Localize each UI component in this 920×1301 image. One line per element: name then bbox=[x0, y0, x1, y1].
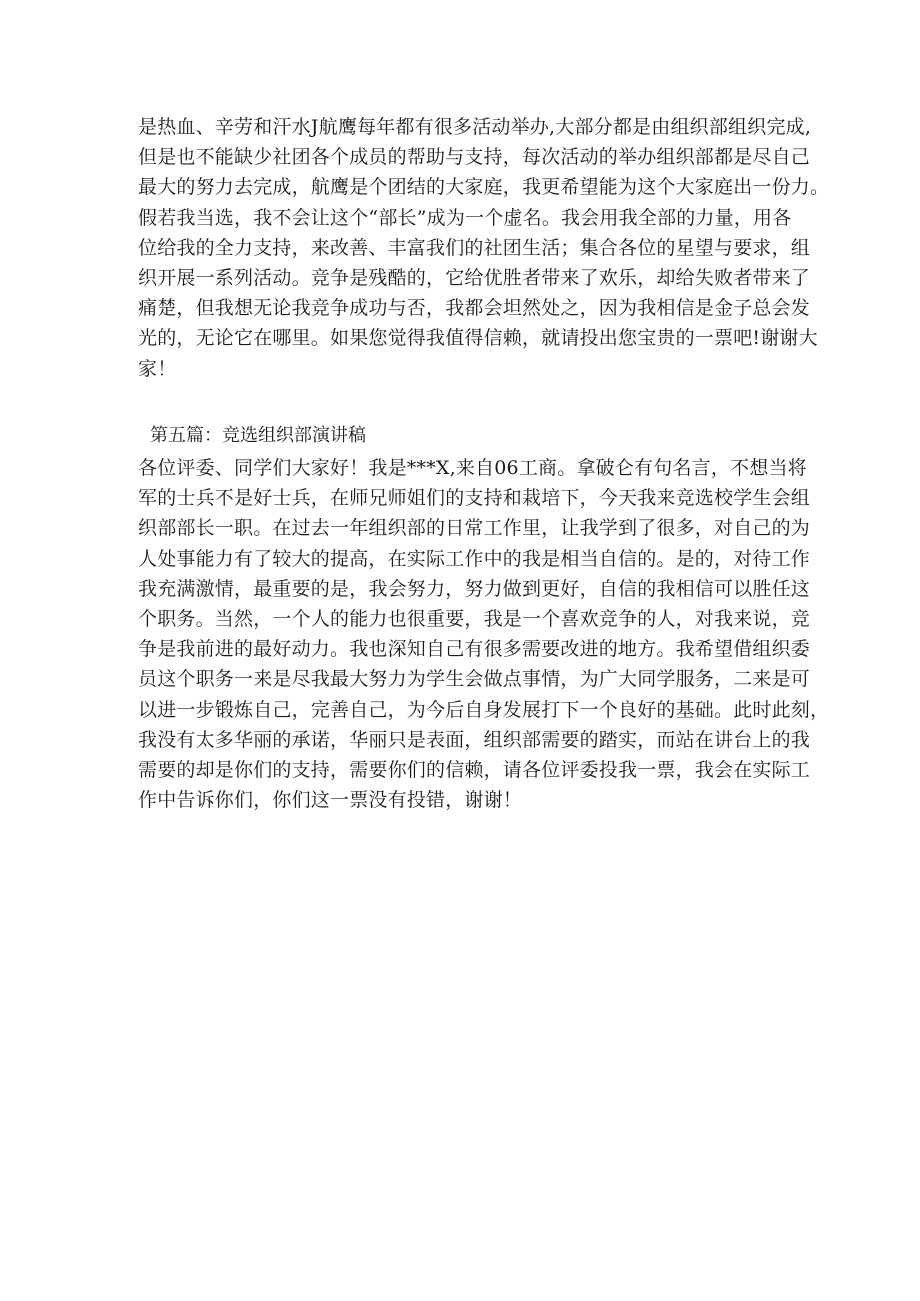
text-line: 各位评委、同学们大家好！我是***X,来自06工商。拿破仑有句名言，不想当将 bbox=[138, 457, 807, 479]
text-line: 个职务。当然，一个人的能力也很重要，我是一个喜欢竞争的人，对我来说，竞 bbox=[138, 608, 811, 631]
paragraph-speech bbox=[138, 453, 830, 815]
text-line: 最大的努力去完成，航鹰是个团结的大家庭，我更希望能为这个大家庭出一份力。 bbox=[138, 176, 830, 199]
text-line: 我没有太多华丽的承诺，华丽只是表面，组织部需要的踏实，而站在讲台上的我 bbox=[138, 728, 811, 751]
text-line: 织部部长一职。在过去一年组织部的日常工作里，让我学到了很多，对自己的为 bbox=[138, 517, 811, 540]
text-line: 是热血、辛劳和汗水J航鹰每年都有很多活动举办,大部分都是由组织部组织完成, bbox=[138, 116, 812, 138]
text-line: 织开展一系列活动。竞争是残酷的，它给优胜者带来了欢乐，却给失败者带来了 bbox=[138, 267, 811, 290]
text-line: 争是我前进的最好动力。我也深知自己有很多需要改进的地方。我希望借组织委 bbox=[138, 638, 811, 661]
text-line: 以进一步锻炼自己，完善自己，为今后自身发展打下一个良好的基础。此时此刻， bbox=[138, 698, 830, 721]
text-line: 作中告诉你们，你们这一票没有投错，谢谢！ bbox=[138, 789, 523, 812]
text-line: 我充满激情，最重要的是，我会努力，努力做到更好，自信的我相信可以胜任这 bbox=[138, 577, 811, 600]
text-line: 但是也不能缺少社团各个成员的帮助与支持，每次活动的举办组织部都是尽自己 bbox=[138, 146, 811, 169]
text-line: 位给我的全力支持，来改善、丰富我们的社团生活；集合各位的星望与要求，组 bbox=[138, 236, 811, 259]
paragraph-campaign-conclusion bbox=[138, 112, 830, 384]
text-line: 需要的却是你们的支持，需要你们的信赖，请各位评委投我一票，我会在实际工 bbox=[138, 759, 811, 782]
text-line: 家！ bbox=[138, 357, 177, 380]
text-line: 军的士兵不是好士兵，在师兄师姐们的支持和栽培下，今天我来竞选校学生会组 bbox=[138, 487, 811, 510]
text-line: 人处事能力有了较大的提高，在实际工作中的我是相当自信的。是的，对待工作 bbox=[138, 547, 811, 570]
text-line: 假若我当选，我不会让这个“部长”成为一个虚名。我会用我全部的力量，用各 bbox=[138, 206, 792, 229]
text-line: 痛楚，但我想无论我竞争成功与否，我都会坦然处之，因为我相信是金子总会发 bbox=[138, 297, 811, 320]
text-line: 员这个职务一来是尽我最大努力为学生会做点事情，为广大同学服务，二来是可 bbox=[138, 668, 811, 691]
section-heading: 第五篇：竞选组织部演讲稿 bbox=[150, 425, 366, 446]
text-line: 光的，无论它在哪里。如果您觉得我值得信赖，就请投出您宝贵的一票吧!谢谢大 bbox=[138, 327, 818, 350]
